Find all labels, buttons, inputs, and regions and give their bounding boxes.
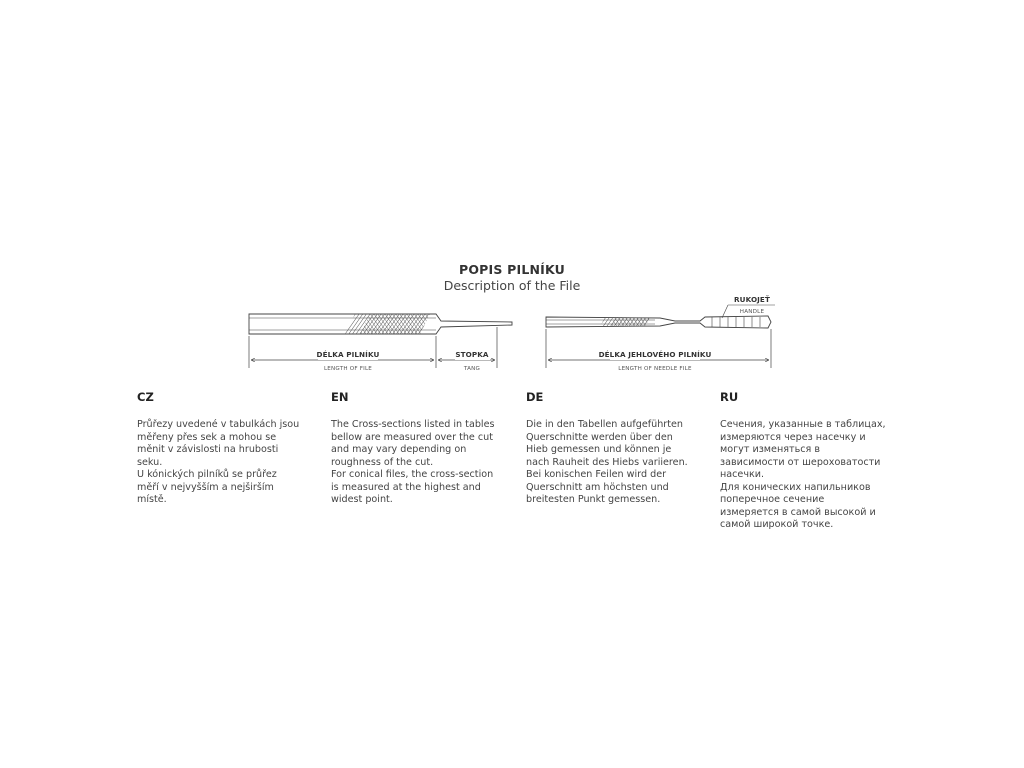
column-ru: [720, 390, 910, 532]
description-text-en: The Cross-sections listed in tables bellow are measured over the cut and may vary depending on roughness of the cut. For conical files, the cross-section is measured at the highest and widest point.: [331, 419, 495, 505]
description-text-de: Die in den Tabellen aufgeführten Querschnitte werden über den Hieb gemessen und können je nach Rauheit des Hiebs variieren. Bei konischen Feilen wird der Querschnitt am höchsten und breitesten Punkt gemessen.: [526, 419, 688, 505]
file-length-sublabel: LENGTH OF FILE: [323, 366, 373, 372]
column-cz: [137, 390, 327, 507]
language-code-en: EN: [331, 390, 349, 404]
page-title: POPIS PILNÍKU: [458, 262, 566, 277]
tang-sublabel: TANG: [463, 366, 481, 372]
needle-file-length-sublabel: LENGTH OF NEEDLE FILE: [618, 366, 692, 372]
page-subtitle: Description of the File: [443, 278, 581, 293]
handle-sublabel: HANDLE: [739, 309, 765, 315]
column-en: [331, 390, 521, 507]
needle-file-length-label: DÉLKA JEHLOVÉHO PILNÍKU: [598, 350, 712, 359]
tang-label: STOPKA: [455, 350, 489, 359]
needle-file-dimension-lines: [546, 329, 771, 368]
language-code-de: DE: [526, 390, 544, 404]
description-text-ru: Сечения, указанные в таблицах, измеряются через насечку и могут изменяться в зависимости от шероховатости насечки. Для конических напильников поперечное сечение измеряется в самой высокой и самой широкой точке.: [720, 419, 886, 530]
file-drawing: [249, 314, 512, 334]
description-text-cz: Průřezy uvedené v tabulkách jsou měřeny přes sek a mohou se měnit v závislosti na hrubosti seku. U kónických pilníků se průřez měří v nejvyšším a nejširším místě.: [137, 419, 300, 505]
column-de: [526, 390, 716, 507]
language-code-cz: CZ: [137, 390, 154, 404]
language-code-ru: RU: [720, 390, 739, 404]
file-length-label: DÉLKA PILNÍKU: [316, 350, 380, 359]
handle-label: RUKOJEŤ: [734, 295, 770, 304]
